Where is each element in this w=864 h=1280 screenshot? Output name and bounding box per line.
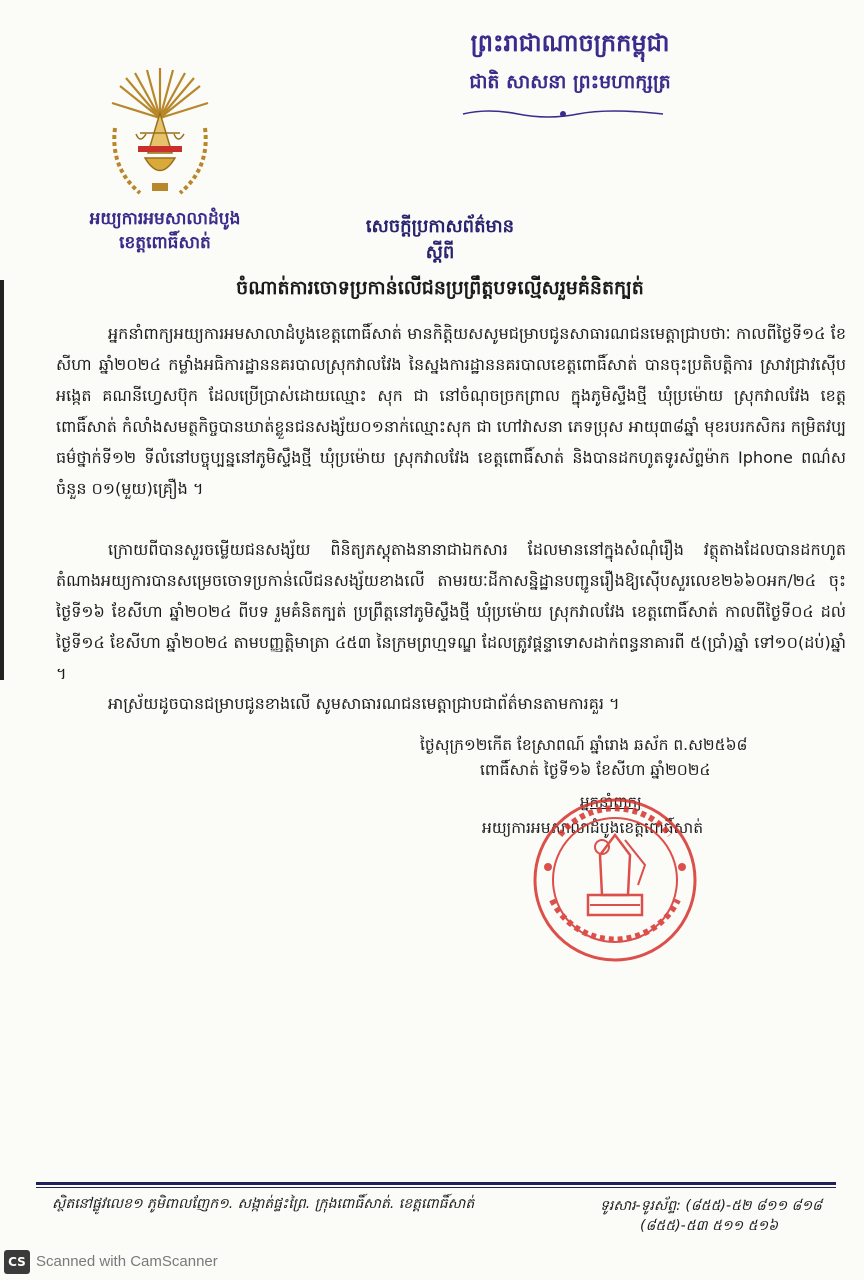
kingdom-header: ព្រះរាជាណាចក្រកម្ពុជា [470, 29, 670, 57]
document-title: សេចក្តីប្រកាសព័ត៌មាន [365, 216, 515, 237]
body-paragraph-3: អាស្រ័យដូចបានជម្រាបជូនខាងលើ សូមសាធារណជនមេត្តាជ្រាបជាព័ត៌មានតាមការគួរ ។ [108, 694, 620, 713]
signatory-role: អ្នកនាំពាក្យ [580, 793, 642, 811]
footer-phone-fax: ទូរសារ-ទូរស័ព្ទ: (៨៥៥)-៥២ ៨១១ ៨១៨ [600, 1198, 822, 1214]
body-paragraph-1: អ្នកនាំពាក្យអយ្យការអមសាលាដំបូងខេត្តពោធិ៍សាត់ មានកិត្តិយសសូមជម្រាបជូនសាធារណជនមេត្តាជ្រាបថាៈ កាលពីថ្ងៃទី១៤ ខែសីហា ឆ្នាំ២០២៤ កម្លាំងអធិការដ្ឋាននគរបាលស្រុកវាលវែង នៃស្នងការដ្ឋាននគរបាលខេត្តពោធិ៍សាត់ បានចុះប្រតិបត្តិការ ស្រាវជ្រាវស៊ើបអង្កេត គណនីហ្វេសប៊ុក ដែលប្រើប្រាស់ដោយឈ្មោះ សុក ជា នៅចំណុចច្រកព្រាល ក្នុងភូមិស្ទឹងថ្មី ឃុំប្រម៉ោយ ស្រុកវាលវែង ខេត្តពោធិ៍សាត់ កំលាំងសមត្ថកិច្ចបានឃាត់ខ្លួនជនសង្ស័យ០១នាក់ឈ្មោះសុក ជា ហៅវាសនា ភេទប្រុស អាយុ៣៨ឆ្នាំ មុខរបរកសិករ កម្រិតវប្បធម៌ថ្នាក់ទី១២ ទីលំនៅបច្ចុប្បន្ននៅភូមិស្ទឹងថ្មី ឃុំប្រម៉ោយ ស្រុកវាលវែង ខេត្តពោធិ៍សាត់ និងបានដកហូតទូរស័ព្ទម៉ាក Iphone ពណ៌ស ចំនួន ០១(មួយ)គ្រឿង ។ [56, 324, 847, 498]
ornament-divider [458, 106, 668, 122]
national-motto: ជាតិ សាសនា ព្រះមហាក្សត្រ [469, 71, 671, 93]
camscanner-logo-icon: CS [4, 1250, 30, 1274]
page-edge-shadow [0, 280, 4, 680]
official-seal-stamp [530, 795, 700, 965]
court-emblem-logo [100, 58, 220, 208]
document-subtitle-regarding: ស្តីពី [425, 242, 455, 263]
office-name-line-1: អយ្យការអមសាលាដំបូង [89, 209, 241, 229]
body-paragraph-2: ក្រោយពីបានសួរចម្លើយជនសង្ស័យ ពិនិត្យភស្តុតាងនានាជាឯកសារ ដែលមាននៅក្នុងសំណុំរឿង វត្ថុតាងដែលបានដកហូត តំណាងអយ្យការបានសម្រេចចោទប្រកាន់លើជនសង្ស័យខាងលើ តាមរយៈដីកាសន្និដ្ឋានបញ្ជូនរឿងឱ្យស៊ើបសួរលេខ២៦៦០អក/២៤ ចុះថ្ងៃទី១៦ ខែសីហា ឆ្នាំ២០២៤ ពីបទ រួមគំនិតក្បត់ ប្រព្រឹត្តនៅភូមិស្ទឹងថ្មី ឃុំប្រម៉ោយ ស្រុកវាលវែង ខេត្តពោធិ៍សាត់ កាលពីថ្ងៃទី០៤ ដល់ថ្ងៃទី១៤ ខែសីហា ឆ្នាំ២០២៤ តាមបញ្ញត្តិមាត្រា ៤៥៣ នៃក្រមព្រហ្មទណ្ឌ ដែលត្រូវផ្តន្ទាទោសដាក់ពន្ធនាគារពី ៥(ប្រាំ)ឆ្នាំ ទៅ១០(ដប់)ឆ្នាំ ។ [56, 540, 846, 683]
lunar-date: ថ្ងៃសុក្រ១២កើត ខែស្រាពណ៍ ឆ្នាំរោង ឆស័ក ព.ស២៥៦៨ [420, 736, 748, 754]
footer-address: ស្ថិតនៅផ្លូវលេខ១ ភូមិពាលញែក១. សង្កាត់ផ្ទះព្រៃ. ក្រុងពោធិ៍សាត់. ខេត្តពោធិ៍សាត់ [52, 1196, 475, 1212]
signatory-office: អយ្យការអមសាលាដំបូងខេត្តពោធិ៍សាត់ [482, 819, 704, 837]
office-name-line-2: ខេត្តពោធិ៍សាត់ [119, 233, 211, 253]
footer-phone-2: (៨៥៥)-៥៣ ៥១១ ៥១៦ [640, 1218, 779, 1234]
place-and-date: ពោធិ៍សាត់ ថ្ងៃទី១៦ ខែសីហា ឆ្នាំ២០២៤ [480, 761, 711, 779]
footer-divider-thick [36, 1182, 836, 1185]
camscanner-watermark: Scanned with CamScanner [36, 1253, 218, 1270]
footer-divider-thin [36, 1187, 836, 1188]
document-subject: ចំណាត់ការចោទប្រកាន់លើជនប្រព្រឹត្តបទល្មើសរួមគំនិតក្បត់ [236, 277, 644, 299]
